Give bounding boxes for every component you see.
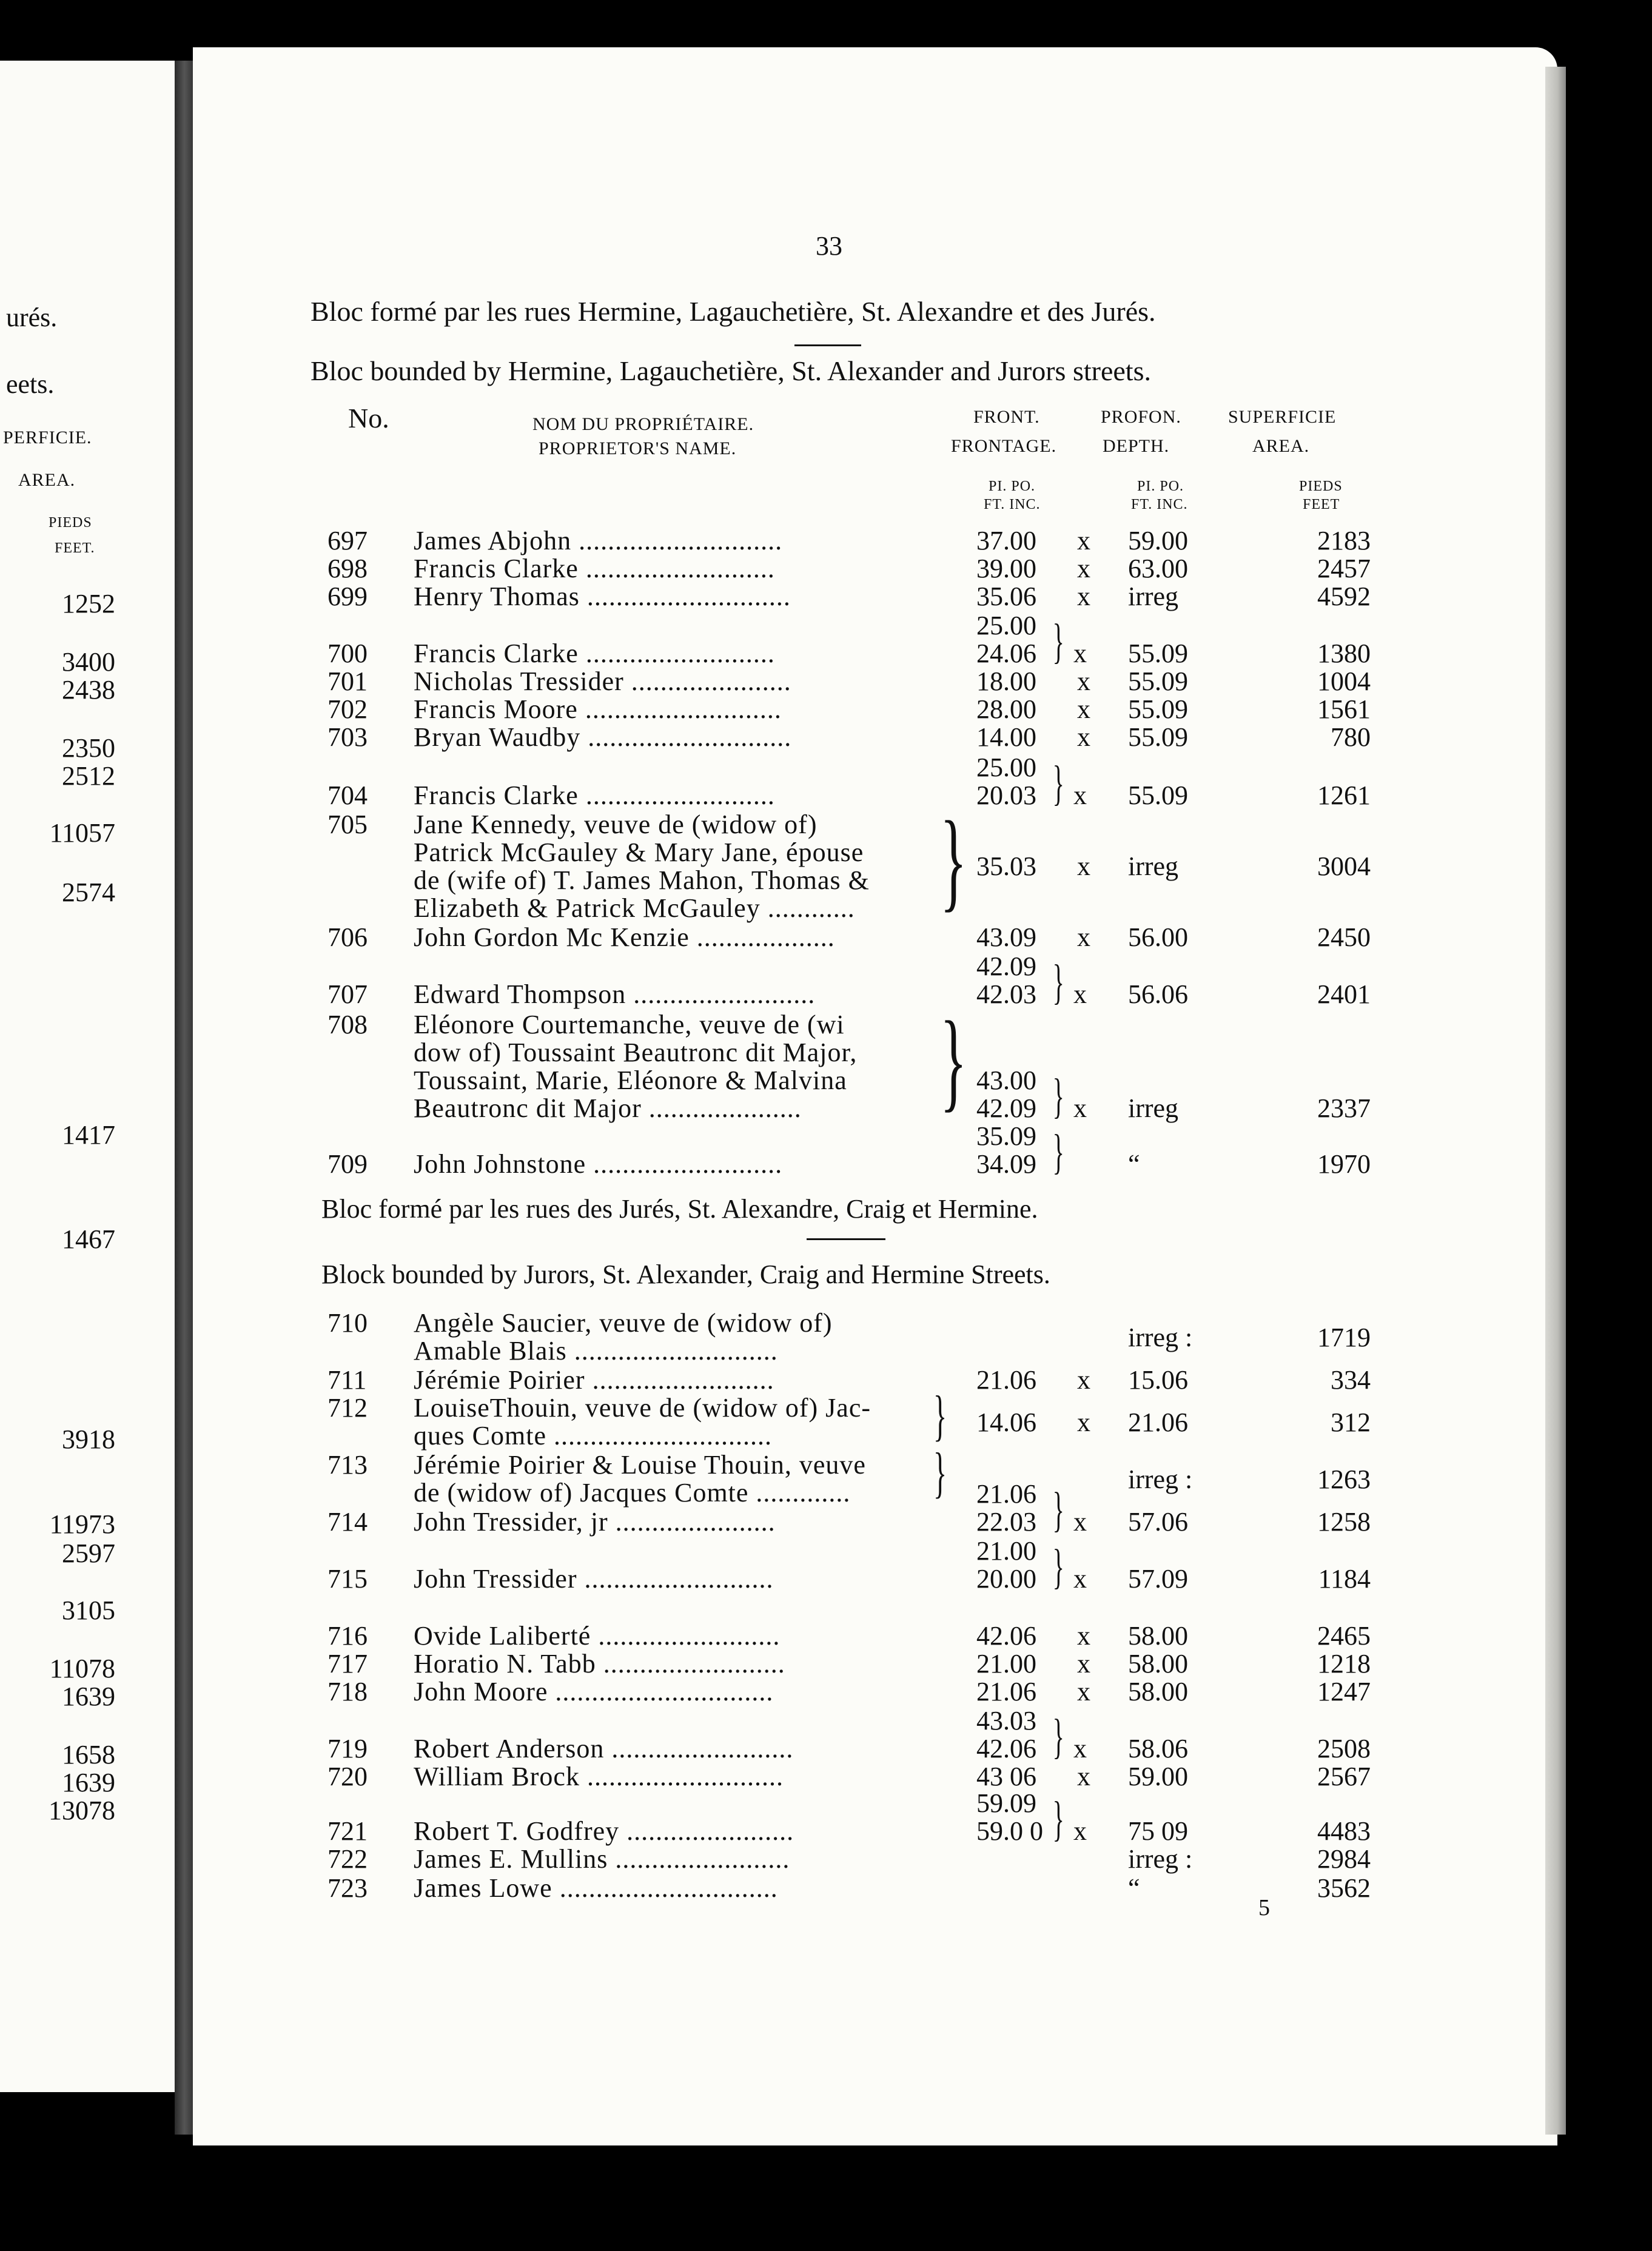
left-fragment-line: PERFICIE. (3, 428, 92, 448)
times-sign: x (1073, 1093, 1087, 1123)
frontage-value: 39.00 (976, 554, 1036, 583)
area-value: 2567 (1317, 1762, 1371, 1791)
frontage-value: 20.00 (976, 1564, 1036, 1594)
times-sign: x (1077, 666, 1090, 696)
area-value: 2457 (1317, 554, 1371, 583)
page-edge (1545, 67, 1566, 2135)
frontage-value: 35.09 (976, 1121, 1036, 1151)
area-value: 3004 (1317, 851, 1371, 881)
row-number: 702 (327, 694, 368, 724)
proprietor-name: William Brock ........................... (414, 1762, 784, 1791)
area-value: 1380 (1317, 639, 1371, 668)
depth-value: 59.00 (1128, 526, 1188, 555)
row-number: 710 (327, 1308, 368, 1338)
row-number: 708 (327, 1010, 368, 1039)
proprietor-name: Amable Blais ............................ (414, 1337, 778, 1366)
frontage-brace: } (1052, 1793, 1064, 1846)
proprietor-name: John Johnstone .......................... (414, 1150, 783, 1179)
frontage-brace: } (1052, 1126, 1064, 1179)
area-value: 1247 (1317, 1677, 1371, 1706)
proprietor-name: Bryan Waudby ............................ (414, 723, 792, 752)
depth-value: 75 09 (1128, 1816, 1188, 1846)
row-number: 705 (327, 810, 368, 839)
proprietor-name: de (widow of) Jacques Comte ............. (414, 1478, 851, 1508)
row-number: 720 (327, 1762, 368, 1791)
proprietor-name: Edward Thompson ......................... (414, 980, 816, 1009)
area-value: 2465 (1317, 1621, 1371, 1651)
proprietor-name: Henry Thomas ............................ (414, 582, 791, 611)
left-fragment-line: AREA. (18, 470, 76, 490)
left-fragment-value: 1639 (62, 1682, 115, 1711)
times-sign: x (1073, 639, 1087, 668)
times-sign: x (1077, 694, 1090, 724)
times-sign: x (1077, 1621, 1090, 1651)
frontage-value: 14.06 (976, 1407, 1036, 1437)
area-value: 1258 (1317, 1507, 1371, 1537)
proprietor-name: ques Comte .............................. (414, 1421, 772, 1451)
proprietor-name: Jane Kennedy, veuve de (widow of) (414, 810, 818, 839)
times-sign: x (1073, 1734, 1087, 1763)
row-number: 701 (327, 666, 368, 696)
depth-value: 58.00 (1128, 1649, 1188, 1679)
frontage-value: 37.00 (976, 526, 1036, 555)
proprietor-name: LouiseThouin, veuve de (widow of) Jac- (414, 1394, 871, 1423)
proprietor-name: Francis Moore ........................... (414, 695, 782, 724)
page-number: 33 (816, 231, 842, 261)
left-fragment-line: PIEDS (49, 515, 92, 531)
proprietor-name: Nicholas Tressider ...................... (414, 667, 791, 696)
frontage-value: 35.03 (976, 851, 1036, 881)
depth-value: 15.06 (1128, 1365, 1188, 1395)
times-sign: x (1077, 922, 1090, 952)
depth-value: irreg (1128, 582, 1179, 611)
depth-value: irreg : (1128, 1464, 1193, 1494)
frontage-value: 28.00 (976, 694, 1036, 724)
name-brace: } (933, 1441, 947, 1503)
header-depth-fr: PROFON. (1101, 407, 1181, 427)
proprietor-name: Robert T. Godfrey ....................... (414, 1817, 794, 1846)
frontage-value: 43 06 (976, 1762, 1036, 1791)
depth-value: 21.06 (1128, 1407, 1188, 1437)
proprietor-name: John Moore .............................. (414, 1677, 774, 1706)
frontage-brace: } (1052, 1710, 1064, 1763)
proprietor-name: Francis Clarke .......................... (414, 781, 775, 810)
left-fragment-line: FEET. (55, 540, 95, 556)
times-sign: x (1077, 851, 1090, 881)
depth-value: 59.00 (1128, 1762, 1188, 1791)
proprietor-name: James E. Mullins ........................ (414, 1845, 790, 1874)
frontage-value: 42.06 (976, 1621, 1036, 1651)
depth-value: 57.06 (1128, 1507, 1188, 1537)
header-front-fr: FRONT. (973, 407, 1040, 427)
area-value: 1004 (1317, 666, 1371, 696)
times-sign: x (1077, 1649, 1090, 1679)
depth-value: 55.09 (1128, 666, 1188, 696)
row-number: 709 (327, 1149, 368, 1179)
times-sign: x (1077, 526, 1090, 555)
name-brace: } (940, 998, 967, 1122)
header-area-en: AREA. (1252, 436, 1310, 456)
proprietor-name: Francis Clarke .......................... (414, 639, 775, 668)
area-value: 1263 (1317, 1464, 1371, 1494)
header-depth-en: DEPTH. (1103, 436, 1170, 456)
depth-value: 55.09 (1128, 639, 1188, 668)
depth-value: 63.00 (1128, 554, 1188, 583)
row-number: 719 (327, 1734, 368, 1763)
left-fragment-value: 2438 (62, 675, 115, 705)
row-number: 723 (327, 1873, 368, 1903)
proprietor-name: Elizabeth & Patrick McGauley ............ (414, 894, 855, 923)
depth-value: 58.00 (1128, 1677, 1188, 1706)
area-value: 2508 (1317, 1734, 1371, 1763)
area-value: 780 (1331, 722, 1371, 752)
row-number: 704 (327, 780, 368, 810)
left-fragment-value: 1417 (62, 1120, 115, 1150)
left-fragment-value: 13078 (49, 1796, 115, 1825)
proprietor-name: James Abjohn ............................ (414, 526, 783, 555)
proprietor-name: Jérémie Poirier & Louise Thouin, veuve (414, 1451, 866, 1480)
area-value: 2337 (1317, 1093, 1371, 1123)
left-fragment-value: 1658 (62, 1740, 115, 1770)
frontage-value: 25.00 (976, 611, 1036, 640)
frontage-brace: } (1052, 1540, 1064, 1594)
left-fragment-line: urés. (6, 303, 58, 332)
proprietor-name: James Lowe .............................. (414, 1874, 778, 1903)
left-fragment-value: 11078 (49, 1654, 115, 1683)
frontage-value: 14.00 (976, 722, 1036, 752)
area-value: 1184 (1318, 1564, 1371, 1594)
depth-value: 58.06 (1128, 1734, 1188, 1763)
area-value: 4592 (1317, 582, 1371, 611)
row-number: 715 (327, 1564, 368, 1594)
frontage-brace: } (1052, 757, 1064, 810)
row-number: 718 (327, 1677, 368, 1706)
header-name-fr: NOM DU PROPRIÉTAIRE. (532, 414, 754, 434)
proprietor-name: Robert Anderson ......................... (414, 1734, 794, 1763)
frontage-brace: } (1052, 1483, 1064, 1537)
times-sign: x (1077, 1407, 1090, 1437)
frontage-value: 42.09 (976, 1093, 1036, 1123)
row-number: 698 (327, 554, 368, 583)
area-value: 3562 (1317, 1873, 1371, 1903)
proprietor-name: Ovide Laliberté ......................... (414, 1622, 781, 1651)
times-sign: x (1077, 582, 1090, 611)
left-fragment-value: 1467 (62, 1224, 115, 1254)
times-sign: x (1077, 554, 1090, 583)
proprietor-name: Angèle Saucier, veuve de (widow of) (414, 1309, 833, 1338)
left-fragment-value: 11973 (49, 1509, 115, 1539)
frontage-value: 42.03 (976, 979, 1036, 1009)
left-fragment-value: 3918 (62, 1424, 115, 1454)
proprietor-name: dow of) Toussaint Beautronc dit Major, (414, 1038, 858, 1067)
times-sign: x (1073, 1564, 1087, 1594)
frontage-brace: } (1052, 1070, 1064, 1123)
unit-area-en: FEET (1303, 497, 1340, 512)
block2-title-fr: Bloc formé par les rues des Jurés, St. Alexandre, Craig et Hermine. (321, 1194, 1038, 1224)
frontage-value: 43.09 (976, 922, 1036, 952)
block1-title-en: Bloc bounded by Hermine, Lagauchetière, St. Alexander and Jurors streets. (311, 355, 1151, 386)
header-front-en: FRONTAGE. (951, 436, 1057, 456)
left-fragment-value: 2350 (62, 733, 115, 763)
depth-value: 55.09 (1128, 780, 1188, 810)
left-fragment-value: 2597 (62, 1538, 115, 1568)
area-value: 1261 (1317, 780, 1371, 810)
block2-title-en: Block bounded by Jurors, St. Alexander, Craig and Hermine Streets. (321, 1260, 1050, 1289)
row-number: 703 (327, 722, 368, 752)
depth-value: 56.00 (1128, 922, 1188, 952)
depth-value: “ (1128, 1149, 1140, 1179)
frontage-value: 35.06 (976, 582, 1036, 611)
left-fragment-value: 2574 (62, 877, 115, 907)
frontage-value: 22.03 (976, 1507, 1036, 1537)
depth-value: irreg : (1128, 1844, 1193, 1874)
frontage-value: 59.09 (976, 1788, 1036, 1818)
frontage-value: 21.00 (976, 1649, 1036, 1679)
frontage-value: 34.09 (976, 1149, 1036, 1179)
row-number: 713 (327, 1450, 368, 1480)
times-sign: x (1073, 1816, 1087, 1846)
name-brace: } (940, 798, 967, 922)
depth-value: 57.09 (1128, 1564, 1188, 1594)
frontage-value: 24.06 (976, 639, 1036, 668)
left-fragment-value: 11057 (49, 818, 115, 848)
row-number: 697 (327, 526, 368, 555)
row-number: 716 (327, 1621, 368, 1651)
left-fragment-value: 2512 (62, 761, 115, 791)
frontage-brace: } (1052, 615, 1064, 668)
depth-value: irreg : (1128, 1323, 1193, 1352)
area-value: 1561 (1317, 694, 1371, 724)
frontage-brace: } (1052, 956, 1064, 1009)
unit-front-fr: PI. PO. (989, 478, 1036, 494)
proprietor-name: Patrick McGauley & Mary Jane, épouse (414, 838, 864, 867)
proprietor-name: John Gordon Mc Kenzie ................... (414, 923, 835, 952)
frontage-value: 21.00 (976, 1536, 1036, 1566)
left-fragment-line: eets. (6, 369, 55, 399)
frontage-value: 59.0 0 (976, 1816, 1043, 1846)
row-number: 707 (327, 979, 368, 1009)
area-value: 2401 (1317, 979, 1371, 1009)
depth-value: 56.06 (1128, 979, 1188, 1009)
area-value: 2450 (1317, 922, 1371, 952)
frontage-value: 18.00 (976, 666, 1036, 696)
times-sign: x (1077, 1365, 1090, 1395)
frontage-value: 43.03 (976, 1706, 1036, 1736)
row-number: 712 (327, 1393, 368, 1423)
proprietor-name: de (wife of) T. James Mahon, Thomas & (414, 866, 870, 895)
times-sign: x (1073, 979, 1087, 1009)
unit-area-fr: PIEDS (1299, 478, 1343, 494)
depth-value: irreg (1128, 1093, 1179, 1123)
unit-front-en: FT. INC. (984, 497, 1041, 512)
proprietor-name: Eléonore Courtemanche, veuve de (wi (414, 1010, 845, 1039)
depth-value: 55.09 (1128, 694, 1188, 724)
times-sign: x (1073, 1507, 1087, 1537)
frontage-value: 25.00 (976, 753, 1036, 782)
depth-value: “ (1128, 1873, 1140, 1903)
proprietor-name: John Tressider .......................... (414, 1565, 774, 1594)
proprietor-name: Toussaint, Marie, Eléonore & Malvina (414, 1066, 847, 1095)
footer-mark: 5 (1258, 1895, 1270, 1921)
title-divider (794, 344, 861, 346)
times-sign: x (1077, 1677, 1090, 1706)
frontage-value: 20.03 (976, 780, 1036, 810)
row-number: 700 (327, 639, 368, 668)
area-value: 334 (1331, 1365, 1371, 1395)
row-number: 722 (327, 1844, 368, 1874)
left-fragment-value: 1639 (62, 1768, 115, 1797)
left-fragment-value: 3105 (62, 1595, 115, 1625)
unit-depth-en: FT. INC. (1131, 497, 1188, 512)
depth-value: 55.09 (1128, 722, 1188, 752)
area-value: 2984 (1317, 1844, 1371, 1874)
proprietor-name: John Tressider, jr ...................... (414, 1508, 776, 1537)
area-value: 1719 (1317, 1323, 1371, 1352)
header-no: No. (348, 403, 389, 434)
area-value: 1218 (1317, 1649, 1371, 1679)
frontage-value: 43.00 (976, 1065, 1036, 1095)
header-area-fr: SUPERFICIE (1228, 407, 1337, 427)
row-number: 714 (327, 1507, 368, 1537)
left-fragment-value: 1252 (62, 589, 115, 619)
frontage-value: 21.06 (976, 1479, 1036, 1509)
proprietor-name: Jérémie Poirier ......................... (414, 1366, 774, 1395)
area-value: 4483 (1317, 1816, 1371, 1846)
proprietor-name: Francis Clarke .......................... (414, 554, 775, 583)
row-number: 699 (327, 582, 368, 611)
depth-value: 58.00 (1128, 1621, 1188, 1651)
times-sign: x (1077, 1762, 1090, 1791)
unit-depth-fr: PI. PO. (1137, 478, 1184, 494)
name-brace: } (933, 1384, 947, 1446)
frontage-value: 42.06 (976, 1734, 1036, 1763)
row-number: 706 (327, 922, 368, 952)
row-number: 717 (327, 1649, 368, 1679)
times-sign: x (1073, 780, 1087, 810)
times-sign: x (1077, 722, 1090, 752)
depth-value: irreg (1128, 851, 1179, 881)
area-value: 2183 (1317, 526, 1371, 555)
block1-title-fr: Bloc formé par les rues Hermine, Lagauchetière, St. Alexandre et des Jurés. (311, 296, 1156, 327)
frontage-value: 21.06 (976, 1677, 1036, 1706)
block2-divider (807, 1238, 885, 1240)
row-number: 711 (327, 1365, 367, 1395)
frontage-value: 21.06 (976, 1365, 1036, 1395)
area-value: 312 (1331, 1407, 1371, 1437)
proprietor-name: Horatio N. Tabb ......................... (414, 1649, 785, 1679)
left-fragment-value: 3400 (62, 647, 115, 677)
header-name-en: PROPRIETOR'S NAME. (539, 438, 737, 458)
proprietor-name: Beautronc dit Major ..................... (414, 1094, 802, 1123)
row-number: 721 (327, 1816, 368, 1846)
frontage-value: 42.09 (976, 951, 1036, 981)
area-value: 1970 (1317, 1149, 1371, 1179)
